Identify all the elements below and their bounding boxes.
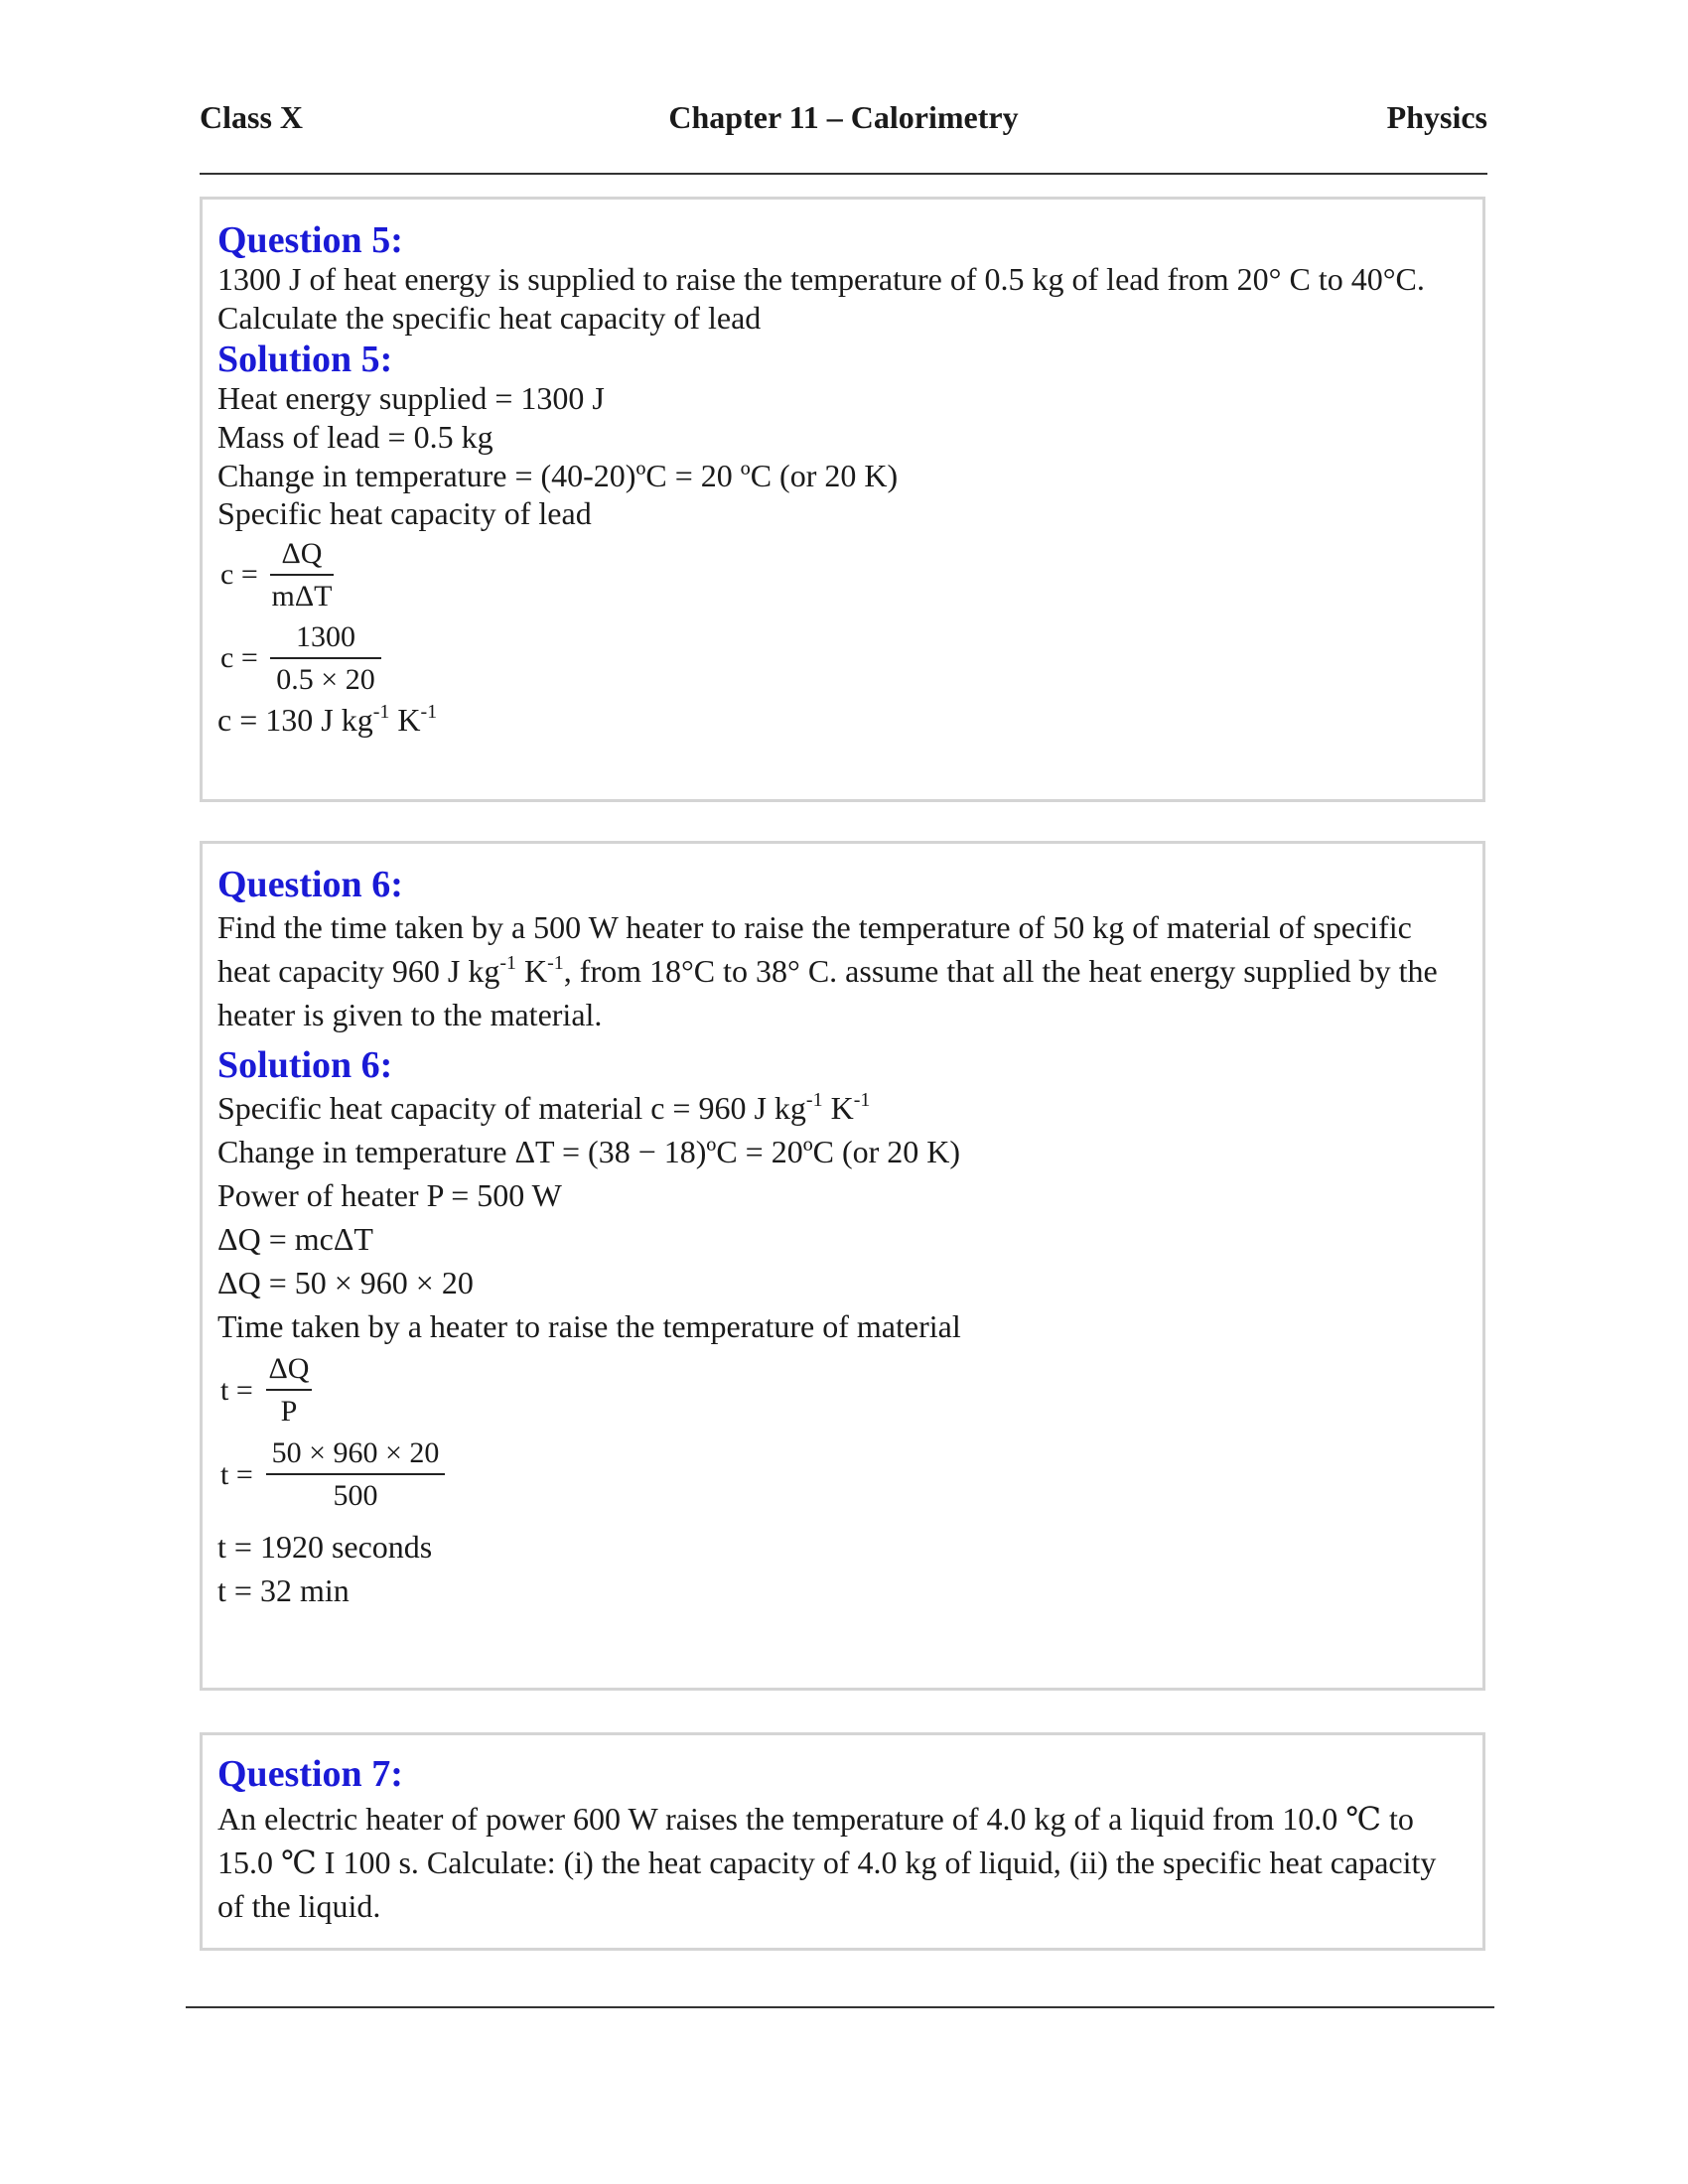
exponent: -1 — [853, 1089, 871, 1111]
result-unit: K — [389, 702, 421, 738]
question-5-box — [200, 197, 1485, 802]
solution-5-formula-2 — [220, 620, 419, 700]
solution-6-result-2: t = 32 min — [217, 1572, 350, 1608]
solution-6-line6: Time taken by a heater to raise the temperature of material — [217, 1308, 961, 1344]
solution-6-line2: Change in temperature ΔT = (38 − 18)ºC = 20ºC (or 20 K) — [217, 1134, 961, 1169]
header-subject: Physics — [1386, 99, 1487, 135]
text-part: K — [822, 1090, 854, 1126]
result-text: c = 130 J kg — [217, 702, 373, 738]
text-part: heat capacity 960 J kg — [217, 953, 500, 989]
header-divider — [200, 173, 1487, 175]
solution-6-line4: ΔQ = mcΔT — [217, 1221, 373, 1257]
formula-lhs: t = — [220, 1458, 253, 1491]
solution-5-line1: Heat energy supplied = 1300 J — [217, 380, 605, 416]
exponent: -1 — [805, 1089, 823, 1111]
question-5-title: Question 5: — [217, 219, 403, 261]
question-7-title: Question 7: — [217, 1753, 403, 1795]
solution-6-formula-1 — [220, 1352, 419, 1432]
question-6-box — [200, 841, 1485, 1691]
solution-5-line4: Specific heat capacity of lead — [217, 495, 592, 531]
solution-5-title: Solution 5: — [217, 339, 393, 380]
text-part: , from 18°C to 38° C. assume that all the heat energy supplied by the — [563, 953, 1438, 989]
question-7-text-line2: 15.0 ℃ I 100 s. Calculate: (i) the heat capacity of 4.0 kg of liquid, (ii) the specific heat capacity — [217, 1844, 1437, 1880]
question-7-text-line1: An electric heater of power 600 W raises the temperature of 4.0 kg of a liquid from 10.0 ℃ to — [217, 1801, 1414, 1837]
solution-6-line3: Power of heater P = 500 W — [217, 1177, 562, 1213]
formula-numerator: 1300 — [296, 620, 355, 653]
exponent: -1 — [547, 952, 564, 974]
text-part: K — [516, 953, 548, 989]
formula-denominator: 500 — [333, 1479, 378, 1512]
formula-denominator: 0.5 × 20 — [276, 663, 375, 696]
fraction-bar — [266, 1389, 312, 1391]
exponent: -1 — [420, 701, 438, 723]
question-5-text-line2: Calculate the specific heat capacity of lead — [217, 300, 762, 336]
exponent: -1 — [499, 952, 517, 974]
footer-divider — [186, 2006, 1494, 2008]
text-part: Specific heat capacity of material c = 960 J kg — [217, 1090, 806, 1126]
formula-denominator: mΔT — [271, 580, 333, 613]
fraction-bar — [270, 574, 334, 576]
question-6-text-line2 — [217, 952, 1438, 989]
header-class: Class X — [200, 99, 304, 135]
formula-lhs: c = — [220, 558, 258, 591]
solution-6-line1 — [217, 1089, 871, 1126]
formula-numerator: ΔQ — [281, 537, 323, 570]
formula-numerator: ΔQ — [268, 1352, 310, 1385]
fraction-bar — [266, 1473, 445, 1475]
formula-denominator: P — [280, 1395, 298, 1428]
question-6-title: Question 6: — [217, 864, 403, 905]
solution-6-line5: ΔQ = 50 × 960 × 20 — [217, 1265, 474, 1300]
question-7-text-line3: of the liquid. — [217, 1888, 381, 1924]
question-5-text-line1: 1300 J of heat energy is supplied to raise the temperature of 0.5 kg of lead from 20° C to 40°C. — [217, 261, 1425, 297]
page-header — [200, 99, 1487, 143]
solution-5-formula-1 — [220, 537, 419, 616]
formula-lhs: t = — [220, 1374, 253, 1407]
solution-5-line2: Mass of lead = 0.5 kg — [217, 419, 493, 455]
solution-5-line3: Change in temperature = (40-20)ºC = 20 ºC (or 20 K) — [217, 458, 899, 493]
question-7-box — [200, 1732, 1485, 1951]
question-6-text-line3: heater is given to the material. — [217, 997, 603, 1032]
formula-lhs: c = — [220, 641, 258, 674]
formula-numerator: 50 × 960 × 20 — [271, 1436, 440, 1469]
solution-6-result-1: t = 1920 seconds — [217, 1529, 433, 1565]
question-6-text-line1: Find the time taken by a 500 W heater to raise the temperature of 50 kg of material of specific — [217, 909, 1412, 945]
fraction-bar — [270, 657, 381, 659]
solution-5-result — [217, 701, 438, 738]
solution-6-title: Solution 6: — [217, 1044, 393, 1086]
solution-6-formula-2 — [220, 1436, 518, 1516]
header-chapter: Chapter 11 – Calorimetry — [668, 99, 1019, 135]
exponent: -1 — [372, 701, 390, 723]
